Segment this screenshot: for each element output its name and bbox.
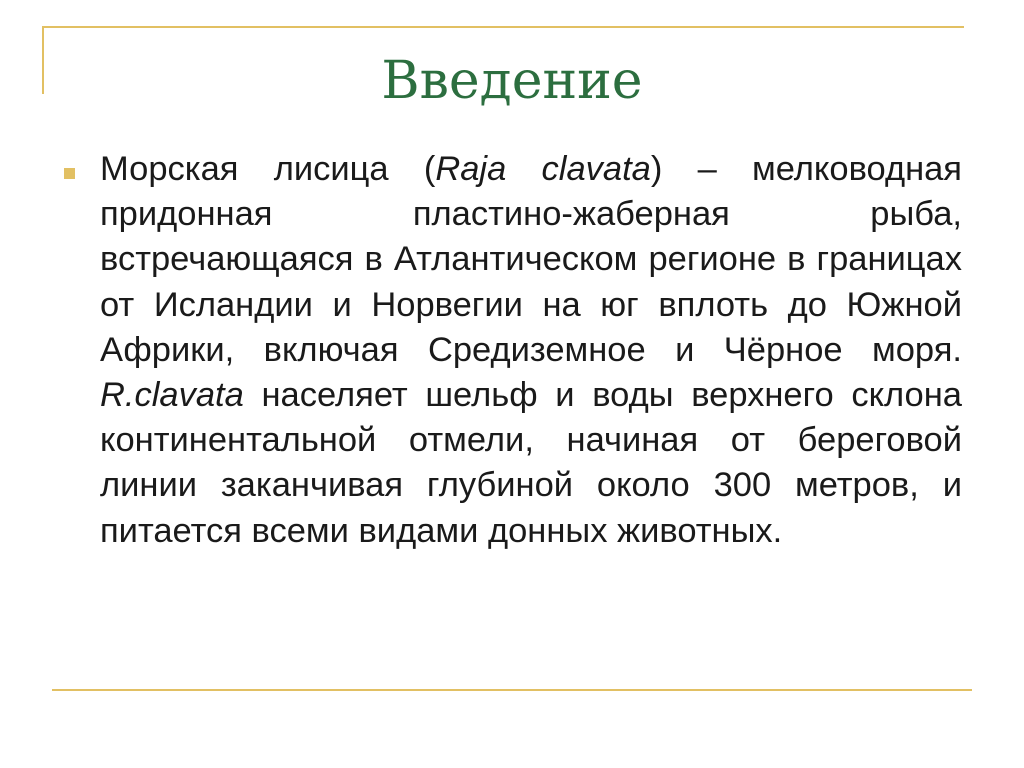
text-part-3: населяет шельф и воды верхнего склона континентальной отмели, начиная от береговой линии заканчивая глубиной около 300 метров, и питается всеми видами донных животных. <box>100 376 962 550</box>
bullet-text[interactable] <box>100 147 962 554</box>
species-name: Raja clavata <box>435 150 651 188</box>
species-abbreviation: R.clavata <box>100 376 244 415</box>
text-part-1: Морская лисица ( <box>100 150 436 188</box>
slide-title[interactable]: Введение <box>381 51 643 111</box>
frame-top-line <box>42 26 964 28</box>
text-part-2: ) – мелководная придонная пластино-жаберная рыба, встречающаяся в Атлантическом регионе в границах от Исландии и Норвегии на юг вплоть до Южной Африки, включая Средиземное и Чёрное моря. <box>100 150 962 369</box>
square-bullet-icon <box>64 168 75 179</box>
frame-bottom-line <box>52 689 972 691</box>
